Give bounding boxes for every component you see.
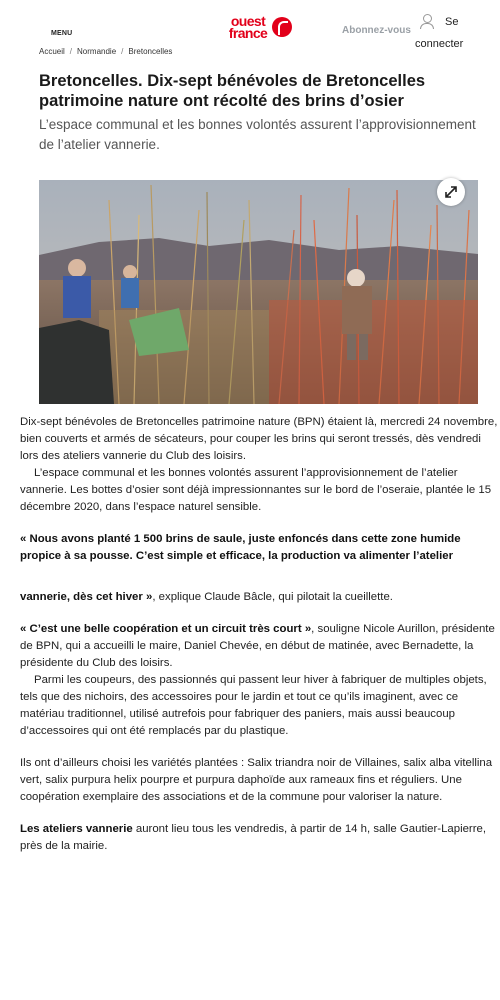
quote-paragraph-2 xyxy=(20,621,498,672)
logo-wordmark: ouest france xyxy=(228,13,268,41)
expand-icon xyxy=(437,178,465,206)
menu-label: MENU xyxy=(51,30,73,37)
willow-harvest-illustration xyxy=(39,180,478,404)
quote-paragraph xyxy=(20,531,498,565)
paragraph: Ils ont d’ailleurs choisi les variétés plantées : Salix triandra noir de Villaines, salix alba vitellina vert, salix purpura helix pourpre et purpura daphoïde aux rameaux fins et réguliers. Une coopération exemplaire des associations et de la commune pour valoriser la nature. xyxy=(20,757,493,803)
quote-bold-end: vannerie, dès cet hiver » xyxy=(20,591,153,603)
closing-bold: Les ateliers vannerie xyxy=(20,823,133,835)
paragraph: Dix-sept bénévoles de Bretoncelles patrimoine nature (BPN) étaient là, mercredi 24 novembre, bien couverts et armés de sécateurs, pour couper les brins qui seront tressés, dès vendredi lors des ateliers vannerie du Club des loisirs. xyxy=(20,416,498,462)
subscribe-link[interactable]: Abonnez-vous xyxy=(342,25,411,36)
site-header xyxy=(0,0,500,50)
login-link[interactable]: Se xyxy=(445,16,459,28)
paragraph: L’espace communal et les bonnes volontés assurent l’approvisionnement de l’atelier vannerie. Les bottes d’osier sont déjà impressionnantes sur le bord de l’oseraie, plantée le 15 décembre 2020, dans l’espace naturel sensible. xyxy=(20,467,492,513)
article-lead: L’espace communal et les bonnes volontés assurent l’approvisionnement de l’atelier vannerie. xyxy=(39,117,476,152)
breadcrumb: Accueil / Normandie / Bretoncelles xyxy=(39,47,173,56)
breadcrumb-region[interactable]: Normandie xyxy=(77,47,117,56)
quote-paragraph-end xyxy=(20,589,498,606)
breadcrumb-home[interactable]: Accueil xyxy=(39,47,65,56)
paragraph: Parmi les coupeurs, des passionnés qui passent leur hiver à fabriquer de multiples objets, tels que des nichoirs, des accessoires pour le jardin et tout ce qu’ils imaginent, avec ce matériau traditionnel, utilisé autrefois pour fabriquer des paniers, mais aussi beaucoup d’accessoires qui ont été remplacés par du plastique. xyxy=(20,674,487,737)
quote-bold: « Nous avons planté 1 500 brins de saule, juste enfoncés dans cette zone humide propice à sa pousse. C’est simple et efficace, la production va alimenter l’atelier xyxy=(20,533,461,562)
closing-text: auront lieu tous les vendredis, à partir de 14 h, salle Gautier-Lapierre, près de la mairie. xyxy=(20,823,487,852)
expand-image-button[interactable] xyxy=(437,178,465,206)
ouest-france-logo[interactable] xyxy=(224,15,296,45)
quote-bold-2: « C’est une belle coopération et un circuit très court » xyxy=(20,623,312,635)
article-body xyxy=(20,414,498,855)
logo-emblem xyxy=(272,17,292,37)
quote-attribution: , explique Claude Bâcle, qui pilotait la cueillette. xyxy=(152,591,393,603)
hamburger-icon xyxy=(53,14,65,24)
closing-paragraph xyxy=(20,821,498,855)
login-link-line2[interactable]: connecter xyxy=(415,38,464,50)
menu-button[interactable] xyxy=(39,10,79,40)
user-icon[interactable] xyxy=(420,14,434,30)
quote-attribution-2: , souligne Nicole Aurillon, présidente de BPN, qui a accueilli le maire, Daniel Chevée, en début de matinée, avec Bernadette, la présidente du Club des loisirs. xyxy=(20,623,495,669)
breadcrumb-town[interactable]: Bretoncelles xyxy=(128,47,173,56)
article-title: Bretoncelles. Dix-sept bénévoles de Bretoncelles patrimoine nature ont récolté des brins d’osier xyxy=(39,72,426,110)
article-photo xyxy=(39,180,478,404)
